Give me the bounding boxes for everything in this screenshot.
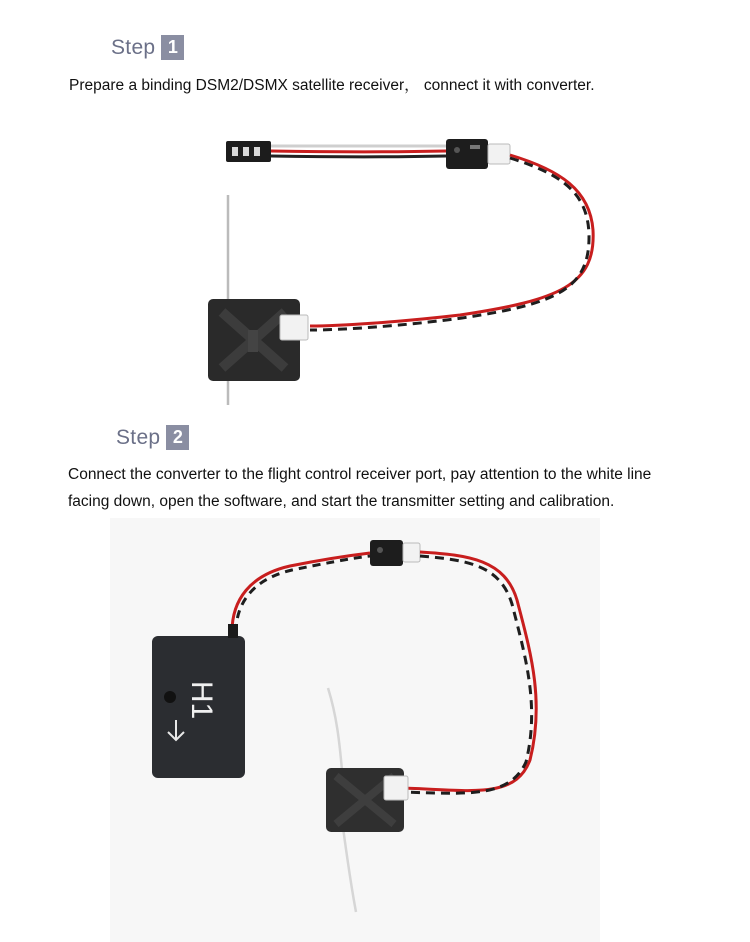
step-2-instruction-line-2: facing down, open the software, and start the transmitter setting and calibration. bbox=[68, 493, 615, 510]
step-2-photo-flight-controller bbox=[110, 518, 600, 942]
step-2-instruction-line-1: Connect the converter to the flight control receiver port, pay attention to the white line bbox=[68, 466, 652, 483]
fc-button-icon bbox=[164, 691, 176, 703]
step-1-heading bbox=[111, 35, 184, 60]
step-2-number-badge: 2 bbox=[166, 425, 189, 450]
step-2-label: Step bbox=[116, 425, 161, 449]
step-2-heading bbox=[116, 425, 189, 450]
step-1-instruction: Prepare a binding DSM2/DSMX satellite receiver， connect it with converter. bbox=[69, 77, 595, 94]
fc-model-label: H1 bbox=[185, 680, 218, 720]
step-1-number-badge: 1 bbox=[161, 35, 184, 60]
step-1-label: Step bbox=[111, 35, 156, 59]
step-1-photo-receiver-converter bbox=[200, 128, 620, 413]
